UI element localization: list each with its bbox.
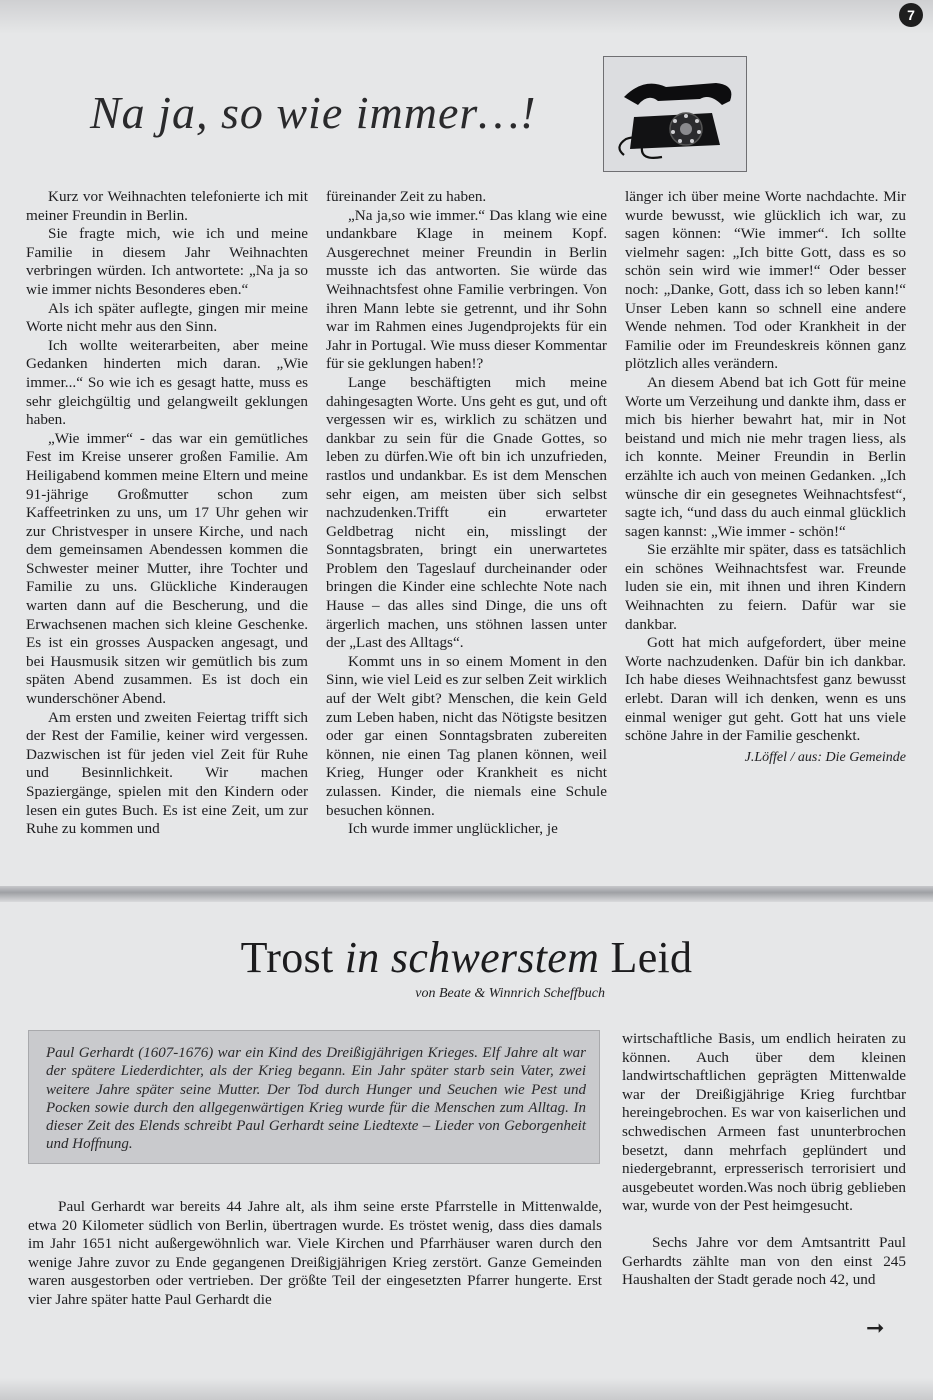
article1-column-2 [326, 188, 607, 839]
article1-column-3 [625, 188, 906, 767]
section-divider [0, 886, 933, 902]
paragraph: Ich wurde immer unglücklicher, je [348, 820, 558, 838]
article1-signature: J.Löffel / aus: Die Gemeinde [744, 749, 906, 765]
paragraph: wirtschaftliche Basis, um endlich heiraten zu können. Auch über dem kleinen landwirtschaftlichen geprägten Mittenwalde war der Dreißigjährige Krieg furchtbar hereingebrochen. Es war von kaiserlichen und schwedischen Armeen fast ununterbrochen besetzt, dann mehrfach geplündert und niedergebrannt, erpresserisch terrorisiert und ausgebeutet worden.Was noch übrig geblieben war, wurde von der Pest heimgesucht. [622, 1030, 906, 1215]
article1-title: Na ja, so wie immer…! [90, 87, 537, 138]
paragraph: Lange beschäftigten mich meine dahingesagten Worte. Uns geht es gut, und oft vergessen wir es, wirklich zu schätzen und dankbar zu sein für die Gnade Gottes, so leben zu dürfen.Wie oft bin ich unzufrieden, rastlos und undankbar. Es ist dem Menschen sehr eigen, am meisten über sich selbst nachzudenken.Trifft ein erwarteter Geldbetrag nicht ein, misslingt der Sonntagsbraten, bringt ein unerwartetes Problem den Tageslauf durcheinander oder bringen die Kinder eine schlechte Note nach Hause – das alles sind Dinge, die uns oft ärgerlich machen, uns stöhnen lassen unter der „Last des Alltags“. [326, 373, 607, 652]
paragraph: Gott hat mich aufgefordert, über meine Worte nachzudenken. Dafür bin ich dankbar. Ich habe dieses Weihnachtsfest ganz bewusst erlebt. Daran will ich denken, wenn es uns einmal weniger gut geht. Gott hat uns viele schöne Jahre in der Familie geschenkt. [625, 634, 906, 745]
paragraph: Kommt uns in so einem Moment in den Sinn, wie viel Leid es zur selben Zeit wirklich auf der Welt gibt? Menschen, die kein Geld zum Leben haben, nicht das Nötigste besitzen oder gar einen Sonntagsbraten zubereiten können, nie einen Tag planen können, weil Krieg, Hunger oder Krankheit es nicht zulassen. Kinder, die niemals eine Schule besuchen können. [326, 652, 607, 819]
page-top-edge [0, 0, 933, 34]
paragraph: länger ich über meine Worte nachdachte. Mir wurde bewusst, wie glücklich ich war, zu sagen können: “Wie immer“. Ich sollte vielmehr sagen: „Ich bitte Gott, dass es so schön sein wird wie immer!“ Oder besser noch: „Danke, Gott, dass ich so leben kann!“ Unser Leben kann so schnell eine andere Wende nehmen. Tod oder Krankheit in der Familie oder im Freundeskreis können ganz plötzlich alles verändern. [625, 188, 906, 373]
paragraph: Paul Gerhardt war bereits 44 Jahre alt, als ihm seine erste Pfarrstelle in Mittenwalde, etwa 20 Kilometer südlich von Berlin, übertragen wurde. Es tröstet wenig, dass dies damals im Jahr 1651 nicht außergewöhnlich war. Viele Kirchen und Pfarrhäuser waren durch den wenige Jahre zuvor zu Ende gegangenen Dreißigjährigen Krieg zerstört. Ganze Gemeinden waren ausgestorben oder vertrieben. Der größte Teil der eingesetzten Pfarrer hungerte. Erst vier Jahre später hatte Paul Gerhardt die [28, 1198, 602, 1308]
paragraph: „Wie immer“ - das war ein gemütliches Fest im Kreise unserer großen Familie. Am Heiligabend kommen meine Eltern und meine 91-jährige Großmutter schon zum Kaffeetrinken zu uns, um 17 Uhr gehen wir zur Christvesper in unsere Kirche, und nach dem gemeinsamen Abendessen kommen die Schwester meiner Mutter, ihre Tochter und Familie zu uns. Glückliche Kinderaugen warten dann auf die Bescherung, und die Erwachsenen machen sich kleine Geschenke. Es ist ein grosses Auspacken angesagt, und bei Hausmusik sitzen wir gemütlich bis zum späten Abend zusammen. Es ist doch ein wunderschöner Abend. [26, 429, 308, 708]
paragraph: Ich wollte weiterarbeiten, aber meine Gedanken hinderten mich daran. „Wie immer...“ So wie ich es gesagt hatte, muss es sehr gleichgültig und gelangweilt geklungen haben. [26, 336, 308, 429]
title-part-italic: in schwerstem [344, 933, 600, 982]
paragraph: „Na ja,so wie immer.“ Das klang wie eine undankbare Klage in meinem Kopf. Ausgerechnet meiner Freundin in Berlin musste ich das antworten. Sie würde das Weihnachtsfest ohne Familie verbringen. Von ihren Mann lebte sie getrennt, und ihr Sohn war im Rahmen eines Jugendprojekts für ein Jahr in Portugal. Wie muss dieser Kommentar für sie geklungen haben!? [326, 206, 607, 373]
paragraph: Sechs Jahre vor dem Amtsantritt Paul Gerhardts zählte man von den einst 245 Haushalten der Stadt gerade noch 42, und [622, 1233, 906, 1289]
paragraph: Sie fragte mich, wie ich und meine Familie in diesem Jahr Weihnachten verbringen würden. Ich antwortete: „Na ja so wie immer nichts Besonderes eben.“ [26, 225, 308, 298]
title-part: Leid [599, 933, 693, 982]
paragraph: Sie erzählte mir später, dass es tatsächlich ein schönes Weihnachtsfest war. Freunde luden sie ein, mit ihnen und ihren Kindern Weihnachten zu feiern. Dafür war sie dankbar. [625, 541, 906, 633]
paragraph: An diesem Abend bat ich Gott für meine Worte um Verzeihung und dankte ihm, dass er mich bis hierher bewahrt hat, mir in Not beistand und mich nie mehr tragen liess, als ich konnte. Meiner Freundin in Berlin erzählte ich auch von meinen Gedanken. „Ich wünsche dir ein gesegnetes Weihnachtsfest“, sagte ich, “und dass du auch einmal glücklich sagen kannst: „Wie immer - schön!“ [625, 373, 906, 540]
arrow-right-icon: ➞ [866, 1316, 885, 1341]
page-number-badge: 7 [899, 3, 923, 27]
article2-title [0, 932, 933, 983]
article1-column-1 [26, 188, 308, 839]
article2-column-right [622, 1030, 906, 1290]
paragraph: Kurz vor Weihnachten telefonierte ich mit meiner Freundin in Berlin. [26, 188, 308, 224]
paragraph: füreinander Zeit zu haben. [326, 188, 487, 205]
title-part: Trost [240, 933, 345, 982]
article2-body [28, 1198, 602, 1310]
article2-intro: Paul Gerhardt (1607-1676) war ein Kind des Dreißigjährigen Krieges. Elf Jahre alt war der spätere Liederdichter, als der Krieg begann. Ein Jahr später starb sein Vater, zwei weitere Jahre später seine Mutter. Der Tod durch Hunger und Seuchen wie Pest und Pocken sowie durch den allgegenwärtigen Krieg wurde für die Menschen zum Alltag. In dieser Zeit des Elends schreibt Paul Gerhardt seine Liedtexte – Lieder von Geborgenheit und Hoffnung. [46, 1045, 586, 1153]
paragraph: Am ersten und zweiten Feiertag trifft sich der Rest der Familie, keiner wird vergessen. Dazwischen ist für jeden viel Zeit für Ruhe und Besinnlichkeit. Wir machen Spaziergänge, spielen mit den Kindern oder lesen ein gutes Buch. Es ist eine Zeit, um zur Ruhe zu kommen und [26, 708, 308, 838]
article2-byline: von Beate & Winnrich Scheffbuch [415, 986, 605, 1001]
telephone-icon [603, 56, 747, 172]
page-bottom-edge [0, 1378, 933, 1400]
paragraph: Als ich später auflegte, gingen mir meine Worte nicht mehr aus den Sinn. [26, 299, 308, 336]
